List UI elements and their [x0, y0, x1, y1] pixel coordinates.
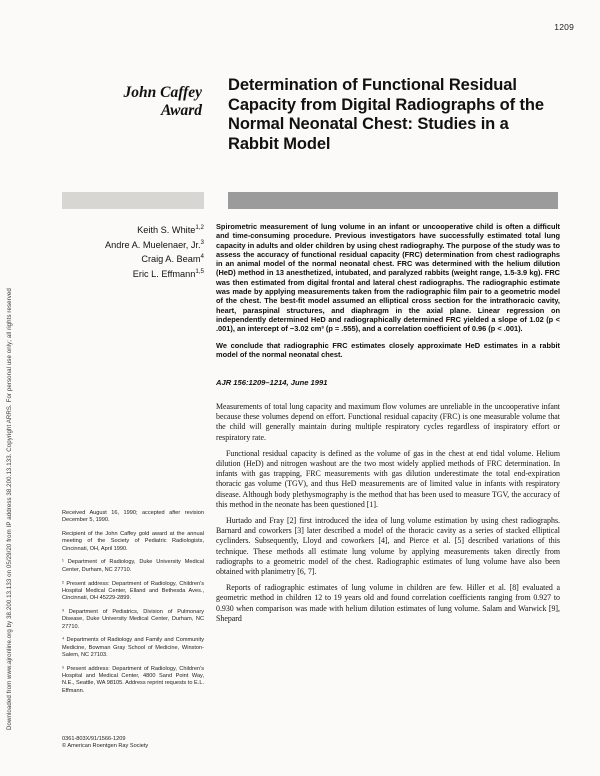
footnote-item: Received August 16, 1990; accepted after revision December 5, 1990.: [62, 510, 204, 524]
author-entry: Andre A. Muelenaer, Jr.$^3$: [105, 238, 204, 250]
footnote-item: ¹ Department of Radiology, Duke University Medical Center, Durham, NC 27710.: [62, 559, 204, 573]
article-body: [216, 402, 560, 630]
author-list: [36, 222, 204, 281]
page-number: 1209: [554, 22, 574, 32]
footnote-item: ⁴ Departments of Radiology and Family and Community Medicine, Bowman Gray School of Medicine, Winston-Salem, NC 27103.: [62, 637, 204, 658]
body-paragraph: Functional residual capacity is defined as the volume of gas in the chest at end tidal volume. Helium dilution (HeD) and nitrogen washout are the two most widely applied methods of FRC determination. In infants with gas trapping, FRC measurements with gas dilution underestimate the total end-expiration thoracic gas volume (TGV), and thus HeD measurements are of limited value in infants with respiratory disease. Although body plethysmography is the method that has been used to measure TGV, the accuracy of this method in the neonate has been questioned [1].: [216, 448, 560, 509]
abstract: [216, 222, 560, 366]
footnote-item: ² Present address: Department of Radiology, Children's Hospital Medical Center, Elland and Bethesda Aves., Cincinnati, OH 45229-2899.: [62, 580, 204, 602]
footnote-item: Recipient of the John Caffey gold award at the annual meeting of the Society of Pediatric Radiologists, Cincinnati, OH, April 1990.: [62, 531, 204, 552]
body-paragraph: Hurtado and Fray [2] first introduced the idea of lung volume estimation by using chest radiographs. Barnard and coworkers [3] later described a model of the thoracic cavity as a series of stacked elliptical cyclinders. Subsequently, Lloyd and coworkers [4], and Pierce et al. [5] described variations of this technique. These methods all estimate lung volume by applying measurements taken directly from radiographs to a geometric model of the chest. Radiographic estimates of lung volume have also been obtained with planimetry [6, 7].: [216, 516, 560, 577]
header-rule-left: [62, 192, 204, 209]
award-label: John Caffey Award: [123, 84, 202, 119]
abstract-paragraph: Spirometric measurement of lung volume in an infant or uncooperative child is often a difficult and time-consuming procedure. Previous investigators have successfully estimated total lung capacity in adults and older children by using chest radiography. The purpose of the study was to assess the accuracy of functional residual capacity (FRC) determination from chest radiographs in an animal model of the normal neonatal chest. FRC was determined with the helium dilution (HeD) method in 13 anesthetized, intubated, and paralyzed rabbits (weight range, 1.5-3.9 kg). FRC was then estimated from digital frontal and lateral chest radiographs. The radiographic estimate was made by applying measurements taken from the radiographic film pair to a geometric model of the chest. The best-fit model assumed an elliptical cross section for the intrathoracic cavity, heart, paraspinal structures, and diaphragm in the axial plane. Linear regression on independently determined HeD and radiographically determined FRC yielded a slope of 1.02 (p < .001), an intercept of −3.02 cm³ (p = .555), and a correlation coefficient of 0.96 (p < .001).: [216, 222, 560, 334]
body-paragraph: Reports of radiographic estimates of lung volume in children are few. Hiller et al. [8] evaluated a geometric method in children 12 to 19 years old and found correlation coefficients ranging from 0.927 to 0.930 when comparison was made with helium dilution estimates of lung volume. Salam and Warwick [9], Shepard: [216, 583, 560, 623]
author-entry: Craig A. Beam$^4$: [141, 253, 204, 265]
abstract-paragraph: We conclude that radiographic FRC estimates closely approximate HeD estimates in a rabbit model of the normal neonatal chest.: [216, 340, 560, 359]
copyright-line: © American Roentgen Ray Society: [62, 743, 149, 750]
imprint-block: [62, 736, 212, 750]
header-rule: [228, 192, 558, 209]
issn-line: 0361-803X/91/1566-1209: [62, 736, 126, 742]
footnote-item: ³ Department of Pediatrics, Division of Pulmonary Disease, Duke University Medical Center, Durham, NC 27710.: [62, 608, 204, 630]
footnotes: [62, 510, 204, 701]
body-paragraph: Measurements of total lung capacity and maximum flow volumes are unreliable in the uncooperative infant because these volumes depend on effort. Functional residual capacity (FRC) is one measurable volume that the child will generally maintain during multiple respiratory cycles regardless of inspiratory effort or respiratory rate.: [216, 402, 560, 442]
author-entry: Keith S. White$^{1,2}$: [137, 224, 204, 236]
journal-citation: AJR 156:1209–1214, June 1991: [216, 378, 328, 387]
page-title: Determination of Functional Residual Capacity from Digital Radiographs of the Normal Neonatal Chest: Studies in a Rabbit Model: [228, 76, 544, 153]
footnote-item: ⁵ Present address: Department of Radiology, Children's Hospital and Medical Center, 4800 Sand Point Way, N.E., Seattle, WA 98105. Address reprint requests to E.L. Effmann.: [62, 665, 204, 694]
download-watermark-strip: Downloaded from www.ajronline.org by 38.200.13.133 on 05/29/20 from IP address 38.200.13.133. Copyright ARRS. For personal use only; all rights reserved: [6, 288, 13, 730]
author-entry: Eric L. Effmann$^{1,5}$: [132, 267, 204, 280]
